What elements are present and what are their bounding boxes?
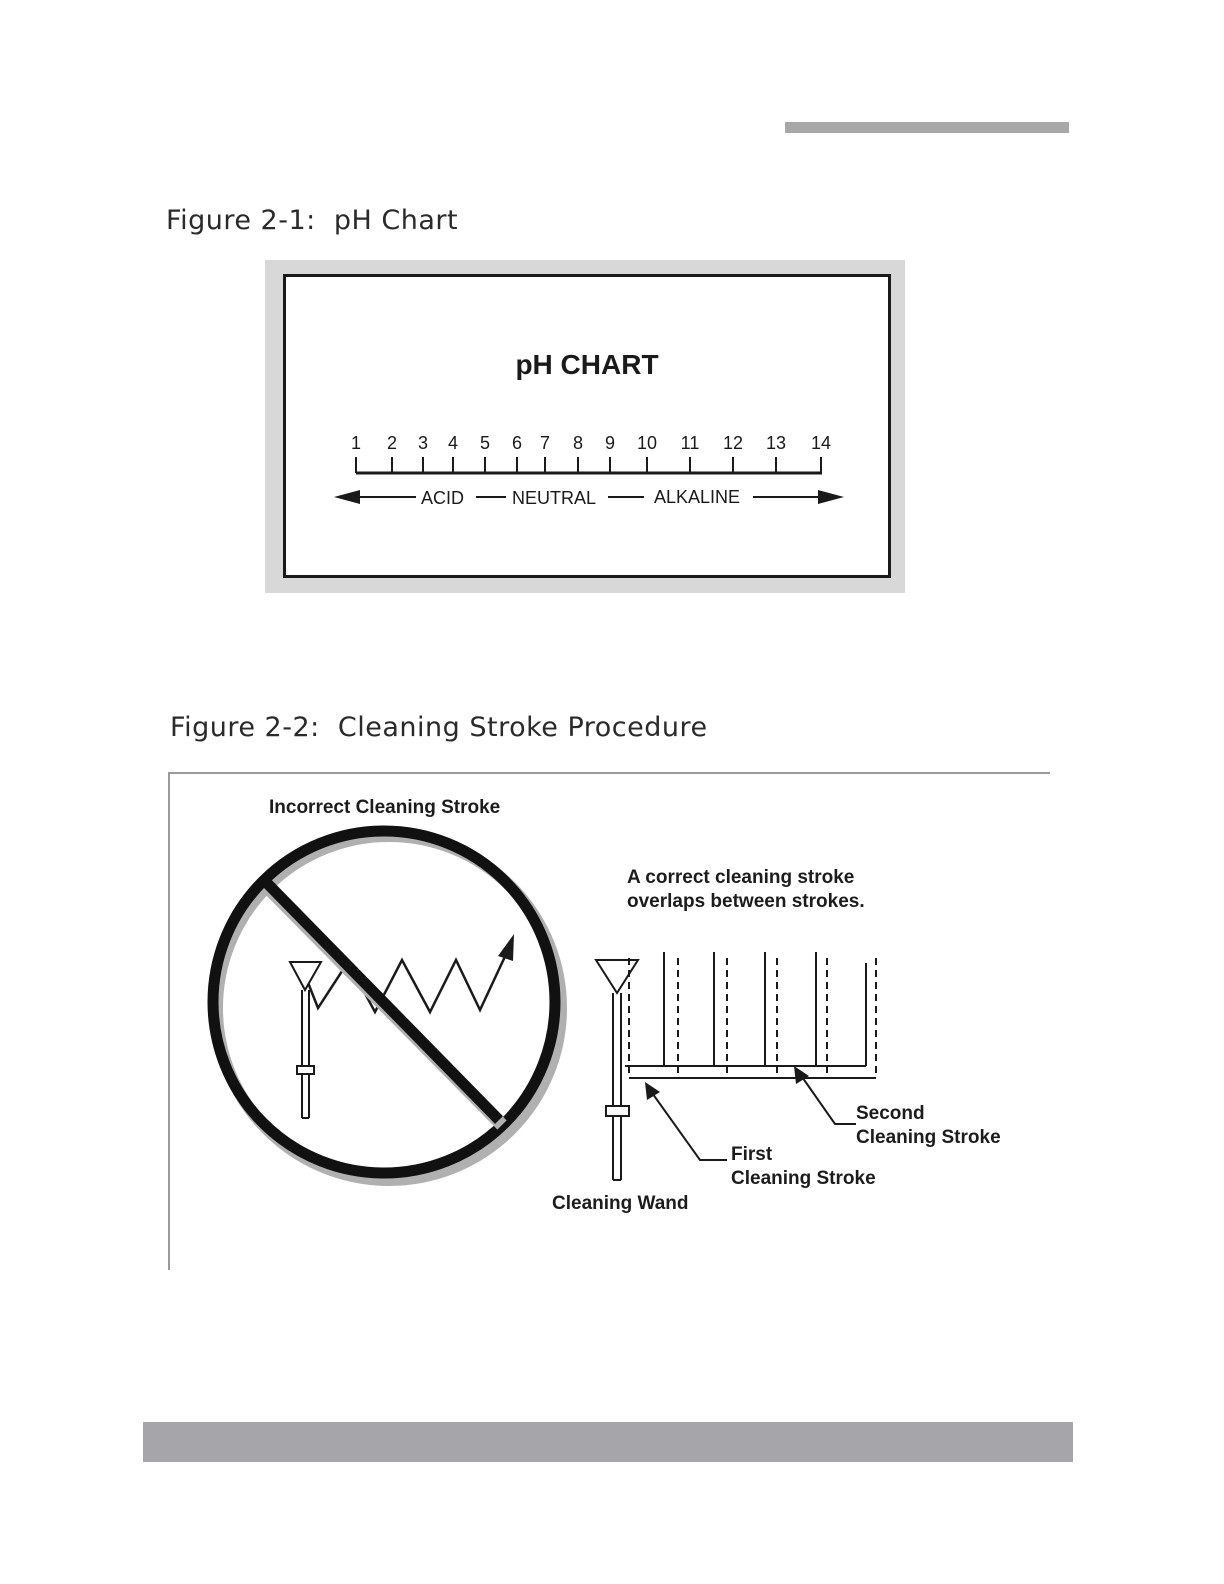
ph-scale-number: 5 bbox=[479, 433, 491, 453]
second-stroke-pointer bbox=[800, 1074, 856, 1124]
wand-icon-incorrect bbox=[290, 962, 321, 1118]
first-label-line-1: First bbox=[731, 1144, 773, 1165]
ph-scale-number: 6 bbox=[511, 433, 523, 453]
ph-scale-number: 12 bbox=[722, 433, 744, 453]
zone-alkaline: ALKALINE bbox=[654, 487, 741, 507]
ph-scale-number: 8 bbox=[572, 433, 584, 453]
ph-scale-number: 7 bbox=[539, 433, 551, 453]
prohibition-slash bbox=[262, 878, 499, 1120]
correct-note-line-2: overlaps between strokes. bbox=[627, 891, 865, 912]
cleaning-wand-label: Cleaning Wand bbox=[552, 1193, 689, 1214]
figure-2-1-caption: Figure 2-1: pH Chart bbox=[166, 205, 459, 236]
ph-scale-number: 11 bbox=[680, 433, 700, 453]
ph-scale-number: 13 bbox=[765, 433, 787, 453]
ph-scale-number: 3 bbox=[417, 433, 429, 453]
second-label-line-1: Second bbox=[856, 1103, 925, 1124]
ph-scale-number: 2 bbox=[386, 433, 398, 453]
zone-neutral: NEUTRAL bbox=[512, 488, 597, 508]
ph-scale-number: 14 bbox=[810, 433, 832, 453]
cleaning-wand-icon bbox=[596, 960, 638, 1180]
correct-stroke-note bbox=[627, 866, 865, 914]
ph-scale-number: 1 bbox=[350, 433, 362, 453]
ph-scale-number: 9 bbox=[604, 433, 616, 453]
second-stroke-lines bbox=[629, 958, 876, 1078]
first-label-line-2: Cleaning Stroke bbox=[731, 1168, 876, 1189]
figure-2-2-caption: Figure 2-2: Cleaning Stroke Procedure bbox=[170, 712, 708, 743]
ph-scale-number: 10 bbox=[636, 433, 658, 453]
ph-chart-title: pH CHART bbox=[515, 349, 659, 380]
zone-acid: ACID bbox=[421, 488, 465, 508]
zigzag-arrowhead bbox=[498, 934, 514, 961]
second-label-line-2: Cleaning Stroke bbox=[856, 1127, 1001, 1148]
first-stroke-lines bbox=[625, 952, 866, 1066]
incorrect-stroke-label: Incorrect Cleaning Stroke bbox=[269, 797, 501, 818]
first-stroke-label bbox=[731, 1143, 876, 1191]
first-stroke-pointer bbox=[650, 1090, 727, 1160]
footer-bar bbox=[143, 1422, 1073, 1462]
ph-scale-number: 4 bbox=[447, 433, 459, 453]
correct-note-line-1: A correct cleaning stroke bbox=[627, 867, 855, 888]
second-stroke-label bbox=[856, 1102, 1001, 1150]
